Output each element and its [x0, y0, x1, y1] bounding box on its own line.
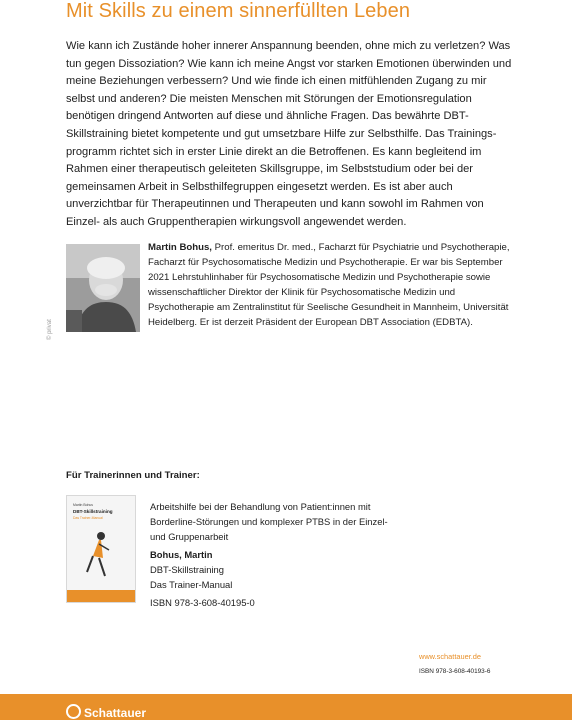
cover-subtitle: Das Trainer-Manual [73, 516, 103, 520]
trainer-book-cover [66, 495, 136, 603]
author-bio [148, 240, 520, 330]
cover-author: Martin Bohus [73, 503, 93, 507]
website-link[interactable]: www.schattauer.de [419, 652, 482, 661]
photo-credit: © privat [47, 319, 53, 340]
trainer-section-heading: Für Trainerinnen und Trainer: [66, 470, 200, 481]
cover-bottom-bar [67, 590, 135, 602]
isbn-number: ISBN 978-3-608-40193-6 [419, 668, 491, 675]
author-bio-text: Prof. emeritus Dr. med., Facharzt für Psychiatrie und Psychotherapie, Facharzt für Psychosomatische Medizin und Psychotherapie. Er war bis September 2021 Lehrstuhlinhaber für Psychosomatische Medizin und Psychotherapie sowie wissenschaftlicher Direktor der Klinik für Psychosomatische Medizin und Psychotherapie am Zentralinstitut für Seelische Gesundheit in Mannheim, Universität Heidelberg. Er ist derzeit Präsident der European DBT Association (EDBTA). [148, 242, 510, 328]
cover-title: DBT-Skillstraining [73, 509, 113, 514]
intro-paragraph: Wie kann ich Zustände hoher innerer Anspannung beenden, ohne mich zu verletzen? Was tun gegen Dissoziation? Wie kann ich meine Angst vor starken Emotionen überwinden und meine Beziehungen verbessern? Und wie finde ich einen mitfühlenden Zugang zu mir selbst und anderen? Die meisten Menschen mit Störungen der Emotionsregulation benötigen dringend Antworten auf diese und ähnliche Fragen. Das bewährte DBT-Skillstraining bietet kompetente und gut umsetzbare Hilfe zur Selbsthilfe. Das Trainings-programm richtet sich in erster Linie direkt an die Betroffenen. Es kann begleitend im Rahmen einer therapeutisch geleiteten Skillsgruppe, im Selbststudium oder bei der gemeinsamen Arbeit in Selbsthilfegruppen eingesetzt werden. Es ist aber auch unverzichtbar für Therapeutinnen und Therapeuten und kann sowohl im Rahmen von Einzel- als auch Gruppentherapien wirkungsvoll angewendet werden. [66, 40, 512, 228]
author-portrait [66, 244, 140, 332]
book-subtitle: Das Trainer-Manual [150, 579, 233, 590]
page-headline: Mit Skills zu einem sinnerfüllten Leben [66, 0, 411, 22]
book-isbn: ISBN 978-3-608-40195-0 [150, 597, 255, 608]
cover-figure-illustration [81, 530, 115, 580]
author-name: Martin Bohus, [148, 242, 212, 253]
book-author: Bohus, Martin [150, 549, 213, 560]
publisher-logo-icon [66, 704, 81, 719]
publisher-name: Schattauer [84, 706, 147, 720]
author-photo-image [66, 244, 140, 332]
book-description: Arbeitshilfe bei der Behandlung von Patient:innen mit Borderline-Störungen und komplexer PTBS in der Einzel- und Gruppenarbeit [150, 501, 388, 542]
book-title: DBT-Skillstraining [150, 564, 224, 575]
